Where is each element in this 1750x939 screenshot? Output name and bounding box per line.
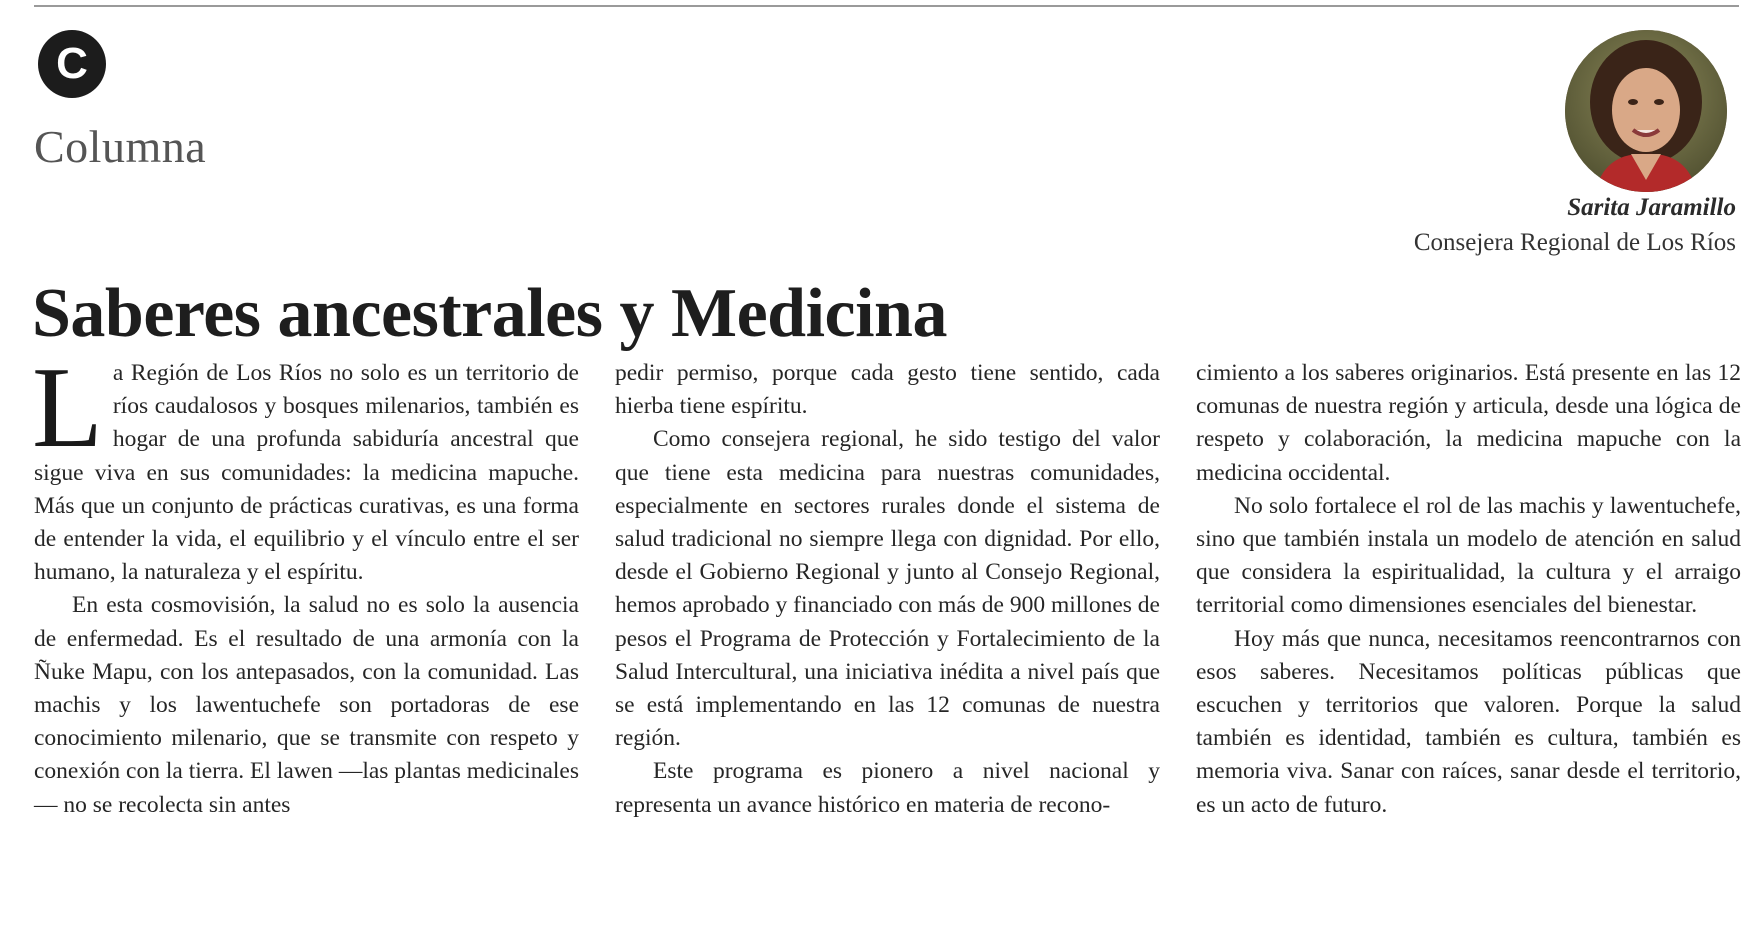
author-portrait-image — [1565, 30, 1727, 192]
paragraph: En esta cosmovisión, la salud no es solo la ausencia de enfermedad. Es el resultado de una armonía con la Ñuke Mapu, con los antepasados, con la comunidad. Las machis y los lawentuchefe son portadoras de ese conocimiento milenario, que se transmite con respeto y conexión con la tierra. El lawen —las plantas medicinales— no se recolecta sin antes — [34, 592, 579, 818]
author-photo — [1565, 30, 1727, 192]
article-column-1 — [32, 344, 579, 822]
paragraph: pedir permiso, porque cada gesto tiene sentido, cada hierba tiene espíritu. — [615, 360, 1160, 420]
article-column-2 — [615, 357, 1160, 822]
author-role: Consejera Regional de Los Ríos — [1413, 229, 1736, 256]
paragraph: Hoy más que nunca, necesitamos reencontrarnos con esos saberes. Necesitamos políticas públicas que escuchen y territorios que valoren. Porque la salud también es identidad, también es cultura, también es memoria viva. Sanar con raíces, sanar desde el territorio, es un acto de futuro. — [1196, 625, 1741, 818]
section-label: Columna — [34, 121, 207, 172]
section-badge: C — [38, 30, 106, 98]
paragraph: Como consejera regional, he sido testigo del valor que tiene esta medicina para nuestras comunidades, especialmente en sectores rurales donde el sistema de salud tradicional no siempre llega con dignidad. Por ello, desde el Gobierno Regional y junto al Consejo Regional, hemos aprobado y financiado con más de 900 millones de pesos el Programa de Protección y Fortalecimiento de la Salud Intercultural, una iniciativa inédita a nivel país que se está implementando en las 12 comunas de nuestra región. — [615, 426, 1160, 752]
top-rule — [34, 5, 1739, 7]
paragraph: cimiento a los saberes originarios. Está presente en las 12 comunas de nuestra región y articula, desde una lógica de respeto y colaboración, la medicina mapuche con la medicina occidental. — [1196, 360, 1741, 486]
paragraph-text: a Región de Los Ríos no solo es un territorio de ríos caudalosos y bosques milenarios, también es hogar de una profunda sabiduría ancestral que sigue viva en sus comunidades: la medicina mapuche. Más que un conjunto de prácticas curativas, es una forma de entender la vida, el equilibrio y el vínculo entre el ser humano, la naturaleza y el espíritu. — [34, 360, 579, 586]
paragraph: No solo fortalece el rol de las machis y lawentuchefe, sino que también instala un modelo de atención en salud que considera la espiritualidad, la cultura y el arraigo territorial como dimensiones esenciales del bienestar. — [1196, 492, 1741, 619]
author-name: Sarita Jaramillo — [1567, 194, 1736, 221]
drop-cap: L — [32, 344, 103, 472]
paragraph: Este programa es pionero a nivel nacional y representa un avance histórico en materia de recono- — [615, 758, 1160, 818]
article-column-3 — [1196, 357, 1741, 822]
article-headline: Saberes ancestrales y Medicina — [32, 274, 947, 352]
paragraph — [32, 344, 579, 589]
